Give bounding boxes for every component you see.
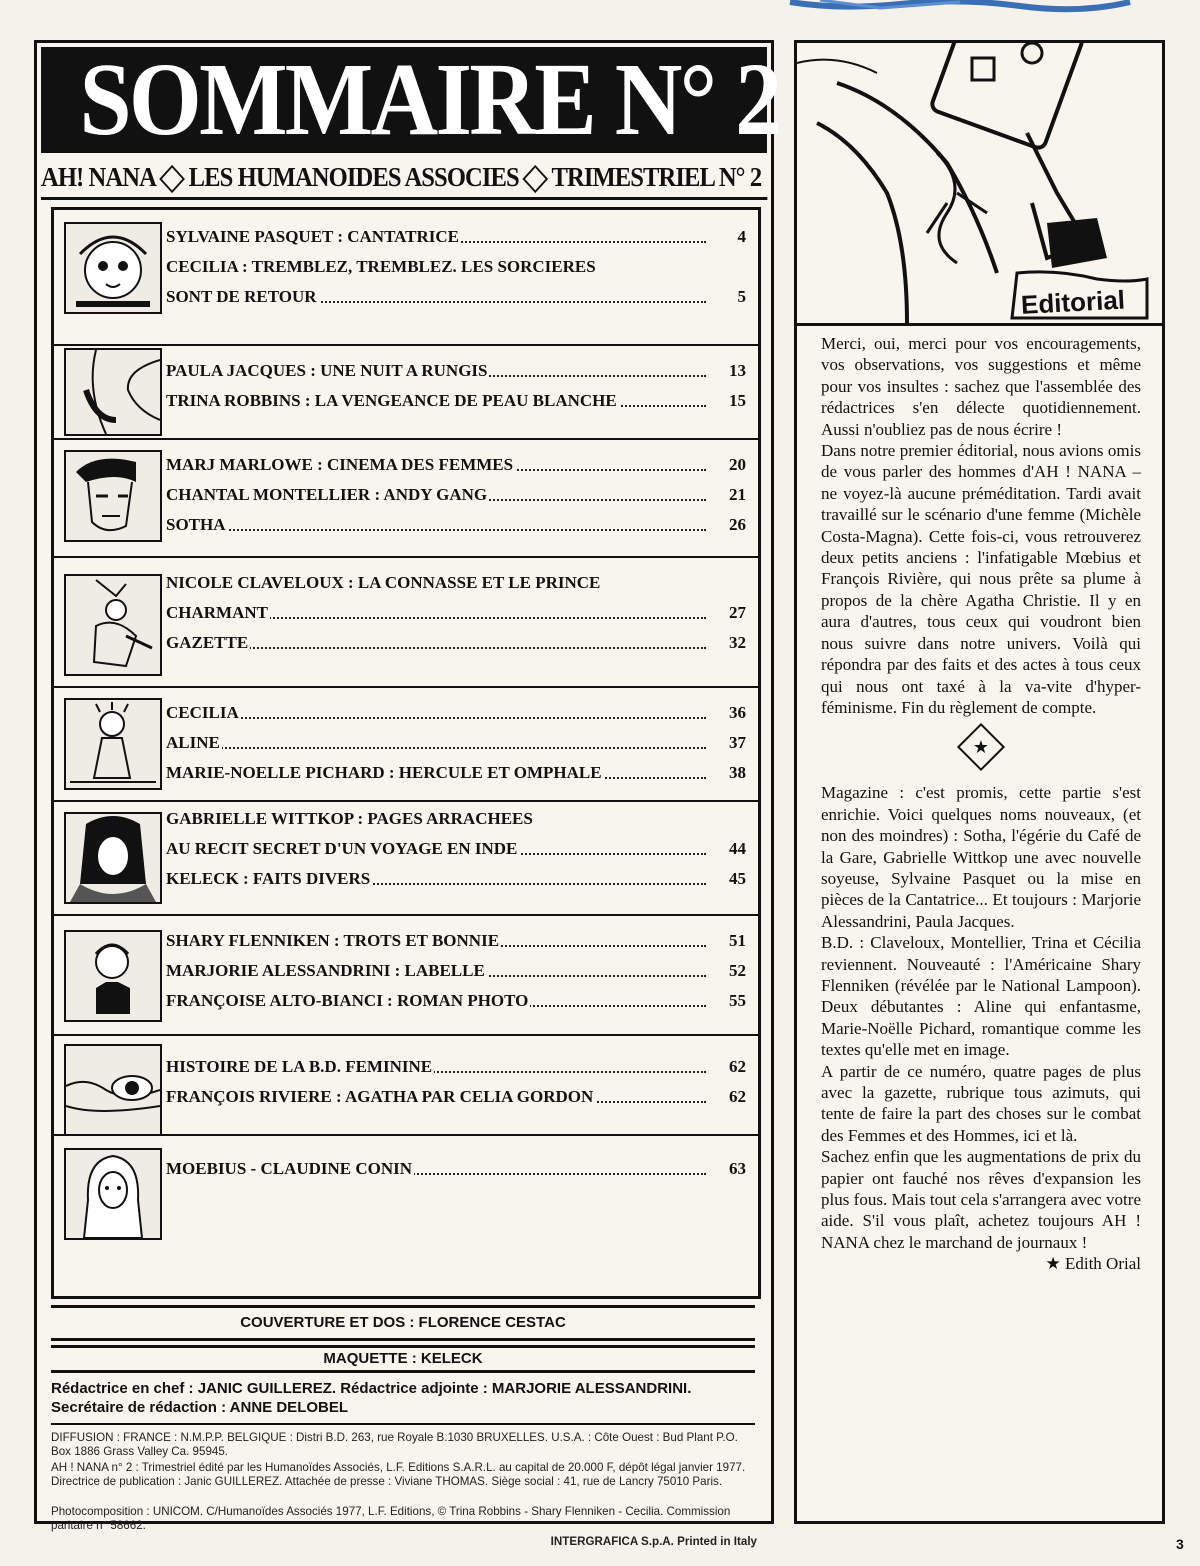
contents-entry[interactable]: CECILIA : TREMBLEZ, TREMBLEZ. LES SORCIERES <box>166 257 596 276</box>
contents-section <box>54 346 758 440</box>
contents-entry[interactable]: TRINA ROBBINS : LA VENGEANCE DE PEAU BLANCHE 15 <box>166 388 746 414</box>
eye-landscape-icon <box>64 1044 162 1136</box>
doll-face-icon <box>64 222 162 314</box>
subtitle-bar <box>41 157 767 200</box>
editorial-paragraph: Merci, oui, merci pour vos encouragements, vos observations, vos suggestions et même pour vos insultes : sachez que l'assemblée des rédactrices s'en délecte quotidiennement. Aussi n'oubliez pas de nous écrire ! <box>821 334 1141 439</box>
editorial-body <box>821 333 1141 1275</box>
contents-entry[interactable]: MARJ MARLOWE : CINEMA DES FEMMES 20 <box>166 452 746 478</box>
editorial-signature: ★ Edith Orial <box>1045 1254 1141 1274</box>
subtitle-publisher: LES HUMANOIDES ASSOCIES <box>188 162 519 192</box>
veiled-woman-icon <box>64 1148 162 1240</box>
layout-credit: MAQUETTE : KELECK <box>51 1345 755 1373</box>
contents-entry[interactable]: SOTHA 26 <box>166 512 746 538</box>
contents-entry[interactable]: MARIE-NOELLE PICHARD : HERCULE ET OMPHALE 38 <box>166 760 746 786</box>
contents-section <box>54 440 758 558</box>
cartoon-figure-icon <box>64 698 162 790</box>
diamond-icon <box>159 165 185 193</box>
kiss-icon <box>64 348 162 436</box>
contents-entry[interactable]: ALINE 37 <box>166 730 746 756</box>
contents-entry[interactable]: CECILIA 36 <box>166 700 746 726</box>
contents-section <box>54 802 758 916</box>
contents-section <box>54 210 758 346</box>
contents-entry[interactable]: HISTOIRE DE LA B.D. FEMININE 62 <box>166 1054 746 1080</box>
cover-credit: COUVERTURE ET DOS : FLORENCE CESTAC <box>51 1305 755 1341</box>
contents-entry[interactable]: PAULA JACQUES : UNE NUIT A RUNGIS 13 <box>166 358 746 384</box>
contents-section <box>54 1136 758 1290</box>
subtitle-issue: TRIMESTRIEL N° 2 <box>551 162 762 192</box>
divider <box>51 1423 755 1425</box>
girl-sketch-icon <box>64 930 162 1022</box>
contents-section <box>54 558 758 688</box>
contents-entry[interactable]: NICOLE CLAVELOUX : LA CONNASSE ET LE PRINCE <box>166 573 601 592</box>
contents-entry[interactable]: SYLVAINE PASQUET : CANTATRICE 4 <box>166 224 746 250</box>
editorial-paragraph: Dans notre premier éditorial, nous avions omis de vous parler des hommes d'AH ! NANA – ne voyez-là aucune préméditation. Tardi avait travaillé sur le scénario d'une femme (Michèle Costa-Magna). Cette fois-ci, vous retrouverez deux petits anciens : l'infatigable Mœbius et François Rivière, qui nous prête sa plume à propos de la chère Agatha Christie. Il y en aura d'autres, tous ceux qui voudront bien nous suivre dans notre univers. Voilà qui répondra par des faits et des actes à tous ceux qui nous ont taxé à la va-vite d'hyper-féminisme. Fin du règlement de compte. <box>821 441 1141 717</box>
dark-hair-woman-icon <box>64 812 162 904</box>
contents-section <box>54 688 758 802</box>
editorial-panel <box>794 40 1165 1524</box>
contents-section <box>54 1036 758 1136</box>
editorial-staff: Rédactrice en chef : JANIC GUILLEREZ. Rédactrice adjointe : MARJORIE ALESSANDRINI. Secrétaire de rédaction : ANNE DELOBEL <box>51 1380 692 1416</box>
witch-icon <box>64 574 162 676</box>
table-of-contents-panel <box>34 40 780 1548</box>
contents-entry[interactable]: CHARMANT 27 <box>166 600 746 626</box>
contents-entry[interactable]: FRANÇOIS RIVIERE : AGATHA PAR CELIA GORDON 62 <box>166 1084 746 1110</box>
distribution-info: DIFFUSION : FRANCE : N.M.P.P. BELGIQUE : Distri B.D. 263, rue Royale B.1030 BRUXELLES. U.S.A. : Côte Ouest : Bud Plant P.O. Box 1886 Grass Valley Ca. 95945. <box>51 1431 738 1458</box>
editorial-paragraph: Sachez enfin que les augmentations de prix du papier ont fauché nos rêves d'expansion les plus fous. Mais tout cela s'arrangera avec votre aide. S'il vous plaît, achetez toujours AH ! NANA chez le marchand de journaux ! <box>821 1147 1141 1252</box>
star-separator-icon: ★ <box>957 723 1005 771</box>
contents-entry[interactable]: FRANÇOISE ALTO-BIANCI : ROMAN PHOTO 55 <box>166 988 746 1014</box>
diamond-icon <box>522 165 548 193</box>
editorial-paragraph: B.D. : Claveloux, Montellier, Trina et Cécilia reviennent. Nouveauté : l'Américaine Shary Flenniken (révélée par le National Lampoon). Deux débutantes : Aline qui enfantasme, Marie-Noëlle Pichard, romantique comme les textes qu'elle met en image. <box>821 933 1141 1060</box>
printer-info: INTERGRAFICA S.p.A. Printed in Italy <box>550 1535 757 1548</box>
contents-entry[interactable]: KELECK : FAITS DIVERS 45 <box>166 866 746 892</box>
contents-entry[interactable]: SHARY FLENNIKEN : TROTS ET BONNIE 51 <box>166 928 746 954</box>
editorial-paragraph: A partir de ce numéro, quatre pages de plus avec la gazette, rubrique tous azimuts, qui tente de faire la part des choses sur le combat des Femmes et des Hommes, ici et là. <box>821 1061 1141 1145</box>
contents-entry[interactable]: MARJORIE ALESSANDRINI : LABELLE 52 <box>166 958 746 984</box>
contents-entry[interactable]: AU RECIT SECRET D'UN VOYAGE EN INDE 44 <box>166 836 746 862</box>
man-face-icon <box>64 450 162 542</box>
contents-entry[interactable]: SONT DE RETOUR 5 <box>166 284 746 310</box>
contents-list <box>51 207 761 1299</box>
editorial-heading: Editorial <box>1020 284 1126 320</box>
subtitle-magazine: AH! NANA <box>41 162 156 192</box>
blue-ink-scribble <box>780 0 1140 14</box>
contents-entry[interactable]: CHANTAL MONTELLIER : ANDY GANG 21 <box>166 482 746 508</box>
page-number: 3 <box>1176 1536 1184 1552</box>
photocomposition-info: Photocomposition : UNICOM. C/Humanoïdes Associés 1977, L.F. Editions, © Trina Robbins - Shary Flenniken - Cecilia. Commission paritaire n° 58662. <box>51 1505 731 1532</box>
page-title: SOMMAIRE N° 2 <box>41 47 767 153</box>
contents-entry[interactable]: GABRIELLE WITTKOP : PAGES ARRACHEES <box>166 809 533 828</box>
editorial-paragraph: Magazine : c'est promis, cette partie s'est enrichie. Voici quelques noms nouveaux, (et non des moindres) : Sotha, l'égérie du Café de la Gare, Gabrielle Wittkop une avec nouvelle soyeuse, Sylvaine Pasquet ou la mise en pièces de la Cantatrice... Et toujours : Marjorie Alessandrini, Paula Jacques. <box>821 783 1141 931</box>
contents-entry[interactable]: GAZETTE 32 <box>166 630 746 656</box>
contents-entry[interactable]: MOEBIUS - CLAUDINE CONIN 63 <box>166 1156 746 1182</box>
film-camera-woman-icon <box>797 43 1162 323</box>
legal-info: AH ! NANA n° 2 : Trimestriel édité par les Humanoïdes Associés, L.F. Editions S.A.R.L. au capital de 20.000 F, dépôt légal janvier 1977. Directrice de publication : Janic GUILLEREZ. Attachée de presse : Viviane THOMAS. Siège social : 41, rue de Lancry 75010 Paris. <box>51 1461 746 1488</box>
contents-section <box>54 916 758 1036</box>
editorial-illustration <box>797 43 1162 326</box>
